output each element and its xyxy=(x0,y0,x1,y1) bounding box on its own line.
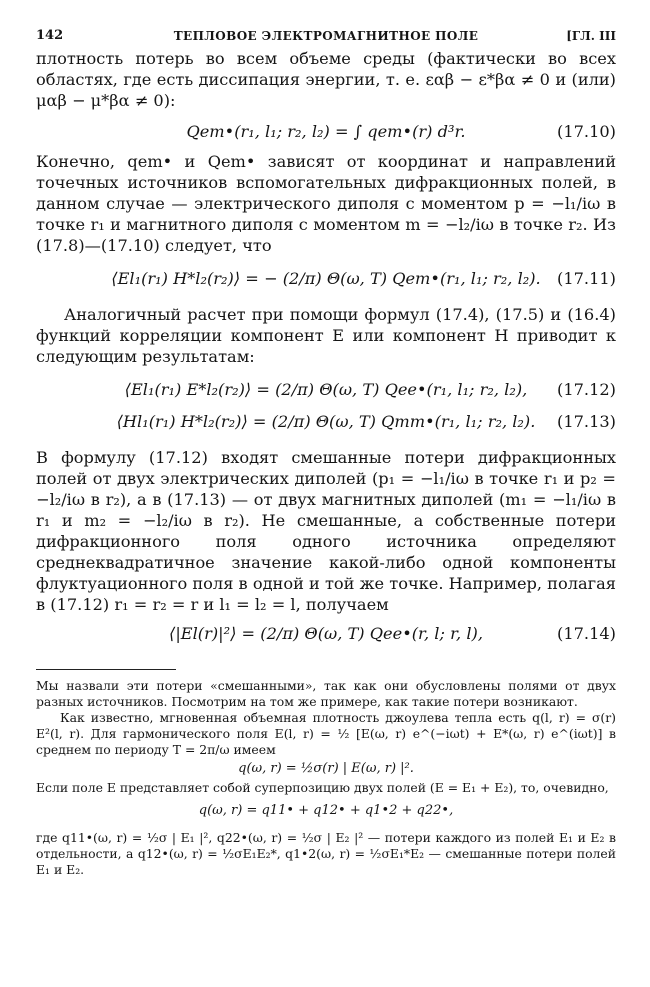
equation-17-12-number: (17.12) xyxy=(557,380,616,399)
equation-17-10-number: (17.10) xyxy=(557,122,616,141)
equation-17-13 xyxy=(36,407,616,439)
equation-17-11-number: (17.11) xyxy=(557,269,616,288)
page-number: 142 xyxy=(36,28,64,43)
chapter-label: [ГЛ. III xyxy=(566,29,616,43)
paragraph-4: В формулу (17.12) входят смешанные потери дифракционных полей от двух электрических диполей (p₁ = −l₁/iω в точке r₁ и p₂ = −l₂/iω в r₂), а в (17.13) — от двух магнитных диполей (m₁ = −l₁/iω в r₁ и m₂ = −l₂/iω в r₂). Не смешанные, а собственные потери дифракционного поля одного источника определяют среднеквадратичное значение какой-либо одной компоненты флуктуационного поля в одной и той же точке. Например, полагая в (17.12) r₁ = r₂ = r и l₁ = l₂ = l, получаем xyxy=(36,448,616,614)
equation-17-12-formula: ⟨El₁(r₁) E*l₂(r₂)⟩ = (2/π) Θ(ω, T) Qee•(r₁, l₁; r₂, l₂), xyxy=(124,380,528,399)
footnote-equation-a: q(ω, r) = ½σ(r) | E(ω, r) |². xyxy=(238,761,414,776)
equation-17-13-number: (17.13) xyxy=(557,412,616,431)
running-header xyxy=(36,26,616,48)
equation-17-14 xyxy=(36,619,616,651)
equation-17-14-formula: ⟨|El(r)|²⟩ = (2/π) Θ(ω, T) Qee•(r, l; r, l), xyxy=(169,624,483,643)
equation-17-14-number: (17.14) xyxy=(557,624,616,643)
paragraph-1: плотность потерь во всем объеме среды (фактически во всех областях, где есть диссипация энергии, т. е. εαβ − ε*βα ≠ 0 и (или) μαβ − μ*βα ≠ 0): xyxy=(36,49,616,110)
footnote-4: где q11•(ω, r) = ½σ | E₁ |², q22•(ω, r) = ½σ | E₂ |² — потери каждого из полей E₁ и E₂ в отдельности, а q12•(ω, r) = ½σE₁E₂*, q1•2(ω, r) = ½σE₁*E₂ — смешанные потери полей E₁ и E₂. xyxy=(36,830,616,877)
footnote-divider xyxy=(36,669,176,670)
paragraph-2: Конечно, qem• и Qem• зависят от координат и направлений точечных источников вспомогательных дифракционных полей, в данном случае — электрического диполя с моментом p = −l₁/iω в точке r₁ и магнитного диполя с моментом m = −l₂/iω в точке r₂. Из (17.8)—(17.10) следует, что xyxy=(36,152,616,255)
equation-17-11 xyxy=(36,264,616,296)
equation-17-13-formula: ⟨Hl₁(r₁) H*l₂(r₂)⟩ = (2/π) Θ(ω, T) Qmm•(r₁, l₁; r₂, l₂). xyxy=(116,412,536,431)
equation-17-11-formula: ⟨El₁(r₁) H*l₂(r₂)⟩ = − (2/π) Θ(ω, T) Qem•(r₁, l₁; r₂, l₂). xyxy=(111,269,541,288)
equation-17-10 xyxy=(36,117,616,145)
paragraph-3: Аналогичный расчет при помощи формул (17.4), (17.5) и (16.4) функций корреляции компонент E или компонент H приводит к следующим результатам: xyxy=(36,305,616,366)
book-page xyxy=(36,26,616,878)
footnotes xyxy=(36,678,616,878)
equation-17-12 xyxy=(36,375,616,407)
running-title: ТЕПЛОВОЕ ЭЛЕКТРОМАГНИТНОЕ ПОЛЕ xyxy=(173,29,479,43)
footnote-2: Как известно, мгновенная объемная плотность джоулева тепла есть q(l, r) = σ(r) E²(l, r). Для гармонического поля E(l, r) = ½ [E(ω, r) e^(−iωt) + E*(ω, r) e^(iωt)] в среднем по периоду T = 2π/ω имеем xyxy=(36,710,616,757)
footnote-equation-b: q(ω, r) = q11• + q12• + q1•2 + q22•, xyxy=(198,803,454,818)
main-text xyxy=(36,48,616,651)
footnote-1: Мы назвали эти потери «смешанными», так как они обусловлены полями от двух разных источников. Посмотрим на том же примере, как такие потери возникают. xyxy=(36,678,616,709)
footnote-3: Если поле E представляет собой суперпозицию двух полей (E = E₁ + E₂), то, очевидно, xyxy=(36,780,609,795)
equation-17-10-formula: Qem•(r₁, l₁; r₂, l₂) = ∫ qem•(r) d³r. xyxy=(186,122,466,141)
